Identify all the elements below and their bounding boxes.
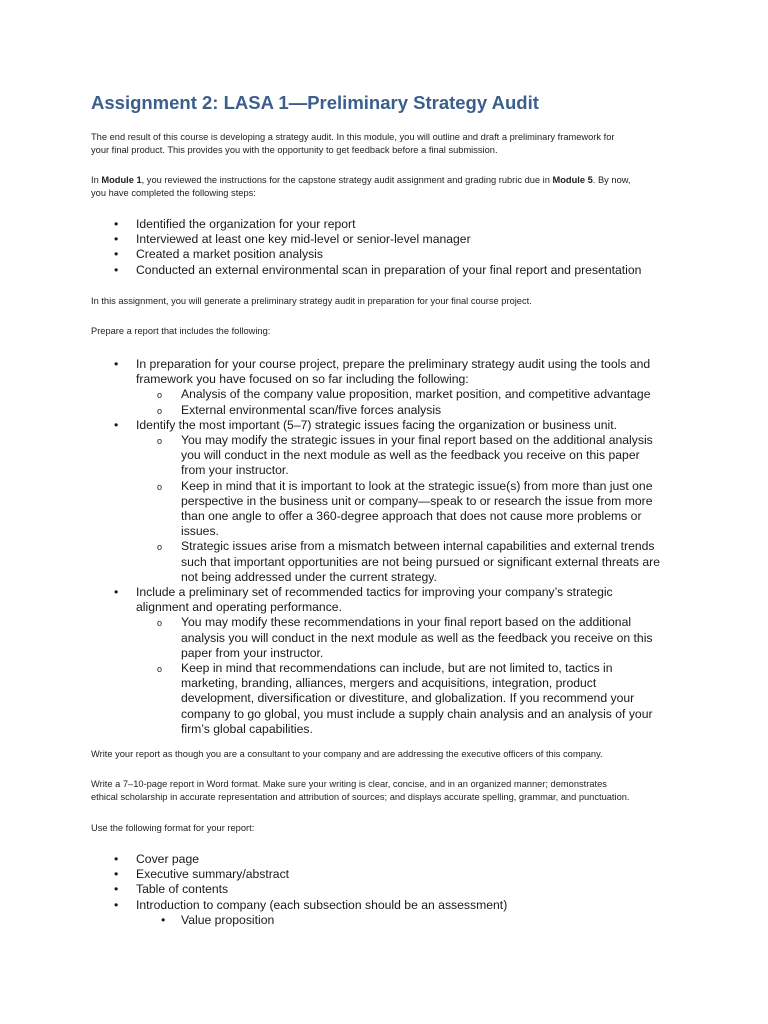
list-item-text: Introduction to company (each subsection should be an assessment) <box>136 897 508 912</box>
assignment-paragraph <box>91 295 691 308</box>
sub-list-item <box>136 661 676 737</box>
sub-item-text: Strategic issues arise from a mismatch between internal capabilities and external trends <box>181 539 655 554</box>
sub-list-item <box>136 433 676 479</box>
page-title: Assignment 2: LASA 1—Preliminary Strategy Audit <box>91 92 539 113</box>
sub-item-text: development, diversification or divestiture, and globalization. If you recommend your <box>181 691 635 706</box>
sub-item-text: You may modify the strategic issues in your final report based on the additional analysis <box>181 433 653 448</box>
module-text: , you reviewed the instructions for the capstone strategy audit assignment and grading rubric due in <box>141 175 553 185</box>
bullet-icon: • <box>114 232 119 247</box>
sub-list <box>136 913 676 928</box>
sub-bullet-icon: o <box>157 542 163 553</box>
consultant-line: Write your report as though you are a consultant to your company and are addressing the executive officers of this company. <box>91 749 603 759</box>
bullet-icon: • <box>114 217 119 231</box>
module-text: In <box>91 175 102 185</box>
list-item <box>0 852 676 867</box>
list-item-text: Identify the most important (5–7) strategic issues facing the organization or business unit. <box>136 417 617 432</box>
format-items-list <box>0 852 676 928</box>
list-item <box>0 585 676 737</box>
list-item <box>0 867 676 882</box>
list-item <box>0 898 676 928</box>
sub-list <box>136 433 676 585</box>
list-item-text: Table of contents <box>136 882 229 897</box>
prepare-paragraph <box>91 325 691 338</box>
sub-item-text: Analysis of the company value proposition, market position, and competitive advantage <box>181 387 651 402</box>
sub-item-text: not being addressed under the current strategy. <box>181 569 437 584</box>
sub-item-text: issues. <box>181 524 219 539</box>
sub-list-item <box>136 387 676 402</box>
sub-item-text: company to go global, you must include a supply chain analysis and an analysis of your <box>181 706 653 721</box>
sub-item-text: perspective in the business unit or company—speak to or research the issue from more <box>181 493 653 508</box>
intro-line: The end result of this course is developing a strategy audit. In this module, you will outline and draft a preliminary framework for <box>91 132 615 142</box>
list-item-text: Created a market position analysis <box>136 247 323 262</box>
sub-item-text: you will conduct in the next module as well as the feedback you receive on this paper <box>181 448 640 463</box>
use-format-line: Use the following format for your report: <box>91 823 255 833</box>
module-paragraph <box>91 174 691 200</box>
sub-item-text: Keep in mind that recommendations can include, but are not limited to, tactics in <box>181 661 613 676</box>
list-item <box>0 882 676 897</box>
bullet-icon: • <box>114 585 119 600</box>
prepare-line: Prepare a report that includes the following: <box>91 326 271 336</box>
intro-paragraph <box>91 131 691 157</box>
list-item <box>0 418 676 585</box>
sub-list <box>136 387 676 417</box>
list-item <box>0 263 676 278</box>
sub-item-text: marketing, branding, alliances, mergers and acquisitions, integration, product <box>181 676 597 691</box>
sub-item-text: External environmental scan/five forces analysis <box>181 402 442 417</box>
module-line: you have completed the following steps: <box>91 188 256 198</box>
list-item-text: alignment and operating performance. <box>136 600 342 615</box>
list-item-text: framework you have focused on so far including the following: <box>136 372 469 387</box>
format-line: ethical scholarship in accurate representation and attribution of sources; and displays accurate spelling, grammar, and punctuation. <box>91 792 630 802</box>
sub-item-text: You may modify these recommendations in your final report based on the additional <box>181 615 632 630</box>
format-line: Write a 7–10-page report in Word format. Make sure your writing is clear, concise, and in an organized manner; demonstrates <box>91 779 607 789</box>
sub-item-text: such that important opportunities are not being pursued or significant external threats are <box>181 554 660 569</box>
list-item <box>0 217 676 232</box>
list-item-text: Executive summary/abstract <box>136 867 290 882</box>
sub-bullet-icon: o <box>157 664 163 675</box>
sub-item-text: from your instructor. <box>181 463 289 478</box>
sub-item-text: Keep in mind that it is important to look at the strategic issue(s) from more than just one <box>181 478 653 493</box>
sub-item-text: than one angle to offer a 360-degree approach that does not cause more problems or <box>181 509 642 524</box>
sub-item-text: firm’s global capabilities. <box>181 721 313 736</box>
list-item-text: In preparation for your course project, prepare the preliminary strategy audit using the tools and <box>136 357 651 371</box>
intro-line: your final product. This provides you with the opportunity to get feedback before a final submission. <box>91 145 498 155</box>
sub-item-text: Value proposition <box>181 912 275 927</box>
sub-list <box>136 615 676 737</box>
sub-bullet-icon: o <box>157 618 163 629</box>
bullet-icon: • <box>161 912 166 927</box>
sub-bullet-icon: o <box>157 390 163 401</box>
list-item <box>0 247 676 262</box>
bullet-icon: • <box>114 897 119 912</box>
sub-list-item <box>136 479 676 540</box>
format-paragraph <box>91 778 691 804</box>
use-format-paragraph <box>91 822 691 835</box>
sub-bullet-icon: o <box>157 405 163 416</box>
bullet-icon: • <box>114 417 119 432</box>
module-line <box>91 174 691 187</box>
sub-list-item <box>136 913 676 928</box>
list-item <box>0 232 676 247</box>
steps-list <box>0 217 676 278</box>
sub-item-text: analysis you will conduct in the next module as well as the feedback you receive on this <box>181 630 653 645</box>
bullet-icon: • <box>114 882 119 897</box>
consultant-paragraph <box>91 748 691 761</box>
module-text: . By now, <box>592 175 631 185</box>
bullet-icon: • <box>114 247 119 262</box>
sub-list-item <box>136 403 676 418</box>
sub-bullet-icon: o <box>157 481 163 492</box>
sub-item-text: paper from your instructor. <box>181 645 324 660</box>
bullet-icon: • <box>114 262 119 277</box>
list-item <box>0 357 676 418</box>
list-item-text: Cover page <box>136 852 200 866</box>
module-1-bold: Module 1 <box>101 175 142 185</box>
list-item-text: Conducted an external environmental scan in preparation of your final report and presentation <box>136 262 642 277</box>
sub-list-item <box>136 615 676 661</box>
list-item-text: Identified the organization for your report <box>136 217 356 231</box>
list-item-text: Interviewed at least one key mid-level or senior-level manager <box>136 232 471 247</box>
bullet-icon: • <box>114 357 119 371</box>
bullet-icon: • <box>114 867 119 882</box>
assignment-line: In this assignment, you will generate a preliminary strategy audit in preparation for your final course project. <box>91 296 532 306</box>
module-5-bold: Module 5 <box>552 175 593 185</box>
bullet-icon: • <box>114 852 119 866</box>
list-item-text: Include a preliminary set of recommended tactics for improving your company’s strategic <box>136 585 613 600</box>
sub-list-item <box>136 539 676 585</box>
report-items-list <box>0 357 676 737</box>
sub-bullet-icon: o <box>157 436 163 447</box>
